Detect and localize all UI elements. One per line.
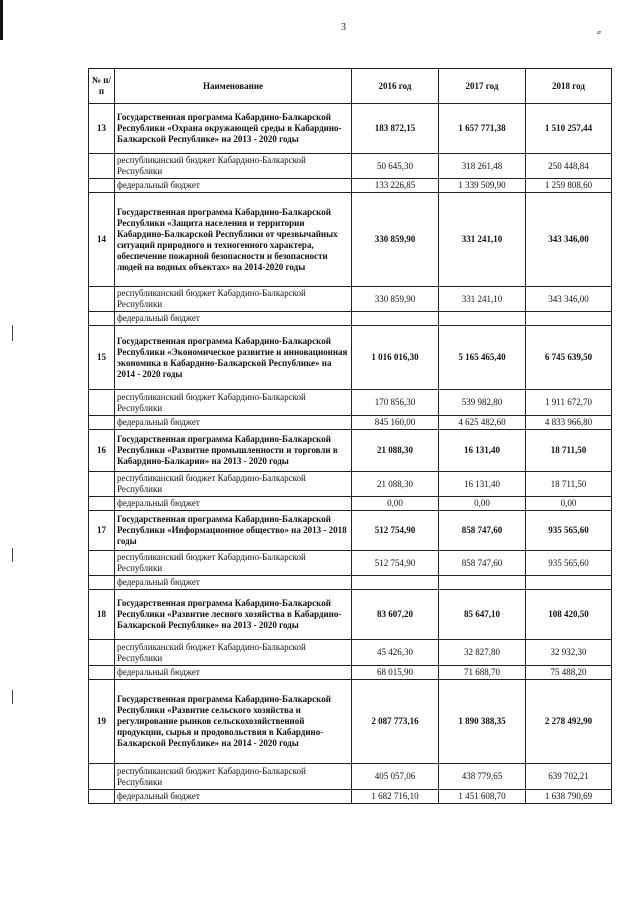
value-2018: 1 911 672,70	[526, 390, 612, 416]
value-2016: 330 859,90	[352, 193, 439, 287]
scan-tick	[12, 690, 13, 704]
row-number	[89, 666, 115, 680]
funding-source: республиканский бюджет Кабардино-Балкарской Республики	[115, 154, 352, 179]
funding-source: республиканский бюджет Кабардино-Балкарской Республики	[115, 472, 352, 497]
value-2017: 0,00	[439, 497, 526, 511]
value-2018: 108 420,50	[526, 590, 612, 640]
funding-source: республиканский бюджет Кабардино-Балкарской Республики	[115, 764, 352, 790]
scan-tick	[12, 548, 13, 562]
value-2016: 330 859,90	[352, 287, 439, 312]
funding-source: республиканский бюджет Кабардино-Балкарской Республики	[115, 287, 352, 312]
value-2017: 331 241,10	[439, 193, 526, 287]
value-2017	[439, 576, 526, 590]
header-2016: 2016 год	[352, 69, 439, 104]
value-2018: 18 711,50	[526, 430, 612, 472]
row-number: 19	[89, 680, 115, 764]
value-2016: 21 088,30	[352, 472, 439, 497]
row-number	[89, 416, 115, 430]
value-2018: 343 346,00	[526, 193, 612, 287]
value-2018	[526, 576, 612, 590]
program-name: Государственная программа Кабардино-Балкарской Республики «Развитие сельского хозяйства и регулирование рынков сельскохозяйственной продукции, сырья и продовольствия в Кабардино-Балкарской Республике» на 2014 - 2020 годы	[115, 680, 352, 764]
funding-row	[89, 790, 612, 804]
value-2017: 71 688,70	[439, 666, 526, 680]
value-2017: 438 779,65	[439, 764, 526, 790]
value-2018: 75 488,20	[526, 666, 612, 680]
value-2018: 32 932,30	[526, 640, 612, 666]
value-2016: 68 015,90	[352, 666, 439, 680]
value-2017: 331 241,10	[439, 287, 526, 312]
page-number: 3	[341, 22, 346, 33]
row-number: 15	[89, 326, 115, 390]
program-name: Государственная программа Кабардино-Балкарской Республики «Защита населения и территории Кабардино-Балкарской Республики от чрезвычайных ситуаций природного и техногенного характера, обеспечение пожарной безопасности и безопасности людей на водных объектах» на 2014-2020 годы	[115, 193, 352, 287]
row-number	[89, 312, 115, 326]
value-2016: 83 607,20	[352, 590, 439, 640]
row-number	[89, 179, 115, 193]
value-2016: 50 645,30	[352, 154, 439, 179]
program-row	[89, 326, 612, 390]
value-2016: 1 016 016,30	[352, 326, 439, 390]
value-2016: 405 057,06	[352, 764, 439, 790]
program-name: Государственная программа Кабардино-Балкарской Республики «Развитие промышленности и торговли в Кабардино-Балкарии» на 2013 - 2020 годы	[115, 430, 352, 472]
funding-source: федеральный бюджет	[115, 312, 352, 326]
funding-source: федеральный бюджет	[115, 576, 352, 590]
funding-row	[89, 640, 612, 666]
funding-source: федеральный бюджет	[115, 790, 352, 804]
value-2016: 183 872,15	[352, 104, 439, 154]
value-2018: 4 833 966,80	[526, 416, 612, 430]
funding-row	[89, 764, 612, 790]
program-name: Государственная программа Кабардино-Балкарской Республики «Информационное общество» на 2013 - 2018 годы	[115, 511, 352, 551]
program-row	[89, 590, 612, 640]
header-2017: 2017 год	[439, 69, 526, 104]
program-row	[89, 680, 612, 764]
value-2016: 2 087 773,16	[352, 680, 439, 764]
row-number: 13	[89, 104, 115, 154]
value-2018: 1 638 790,69	[526, 790, 612, 804]
value-2017: 4 625 482,60	[439, 416, 526, 430]
value-2018: 250 448,84	[526, 154, 612, 179]
budget-table	[88, 68, 612, 804]
value-2017: 5 165 465,40	[439, 326, 526, 390]
value-2016	[352, 312, 439, 326]
value-2018: 343 346,00	[526, 287, 612, 312]
value-2017: 1 657 771,38	[439, 104, 526, 154]
row-number	[89, 551, 115, 576]
header-num: № п/п	[89, 69, 115, 104]
value-2018: 2 278 492,90	[526, 680, 612, 764]
value-2018: 1 259 808,60	[526, 179, 612, 193]
value-2016: 170 856,30	[352, 390, 439, 416]
value-2018: 639 702,21	[526, 764, 612, 790]
value-2017: 858 747,60	[439, 511, 526, 551]
row-number: 16	[89, 430, 115, 472]
value-2016: 45 426,30	[352, 640, 439, 666]
header-2018: 2018 год	[526, 69, 612, 104]
row-number: 14	[89, 193, 115, 287]
funding-row	[89, 154, 612, 179]
funding-source: федеральный бюджет	[115, 416, 352, 430]
value-2016: 1 682 716,10	[352, 790, 439, 804]
program-name: Государственная программа Кабардино-Балкарской Республики «Развитие лесного хозяйства в Кабардино-Балкарской Республике» на 2013 - 2020 годы	[115, 590, 352, 640]
value-2016: 21 088,30	[352, 430, 439, 472]
value-2018: 935 565,60	[526, 511, 612, 551]
value-2018	[526, 312, 612, 326]
funding-source: республиканский бюджет Кабардино-Балкарской Республики	[115, 390, 352, 416]
funding-row	[89, 472, 612, 497]
row-number	[89, 497, 115, 511]
value-2018: 1 510 257,44	[526, 104, 612, 154]
value-2017: 1 451 608,70	[439, 790, 526, 804]
row-number	[89, 764, 115, 790]
value-2016: 0,00	[352, 497, 439, 511]
value-2017: 1 890 388,35	[439, 680, 526, 764]
value-2017: 85 647,10	[439, 590, 526, 640]
value-2016: 845 160,00	[352, 416, 439, 430]
funding-source: республиканский бюджет Кабардино-Балкарской Республики	[115, 640, 352, 666]
value-2017: 32 827,80	[439, 640, 526, 666]
value-2017: 1 339 509,90	[439, 179, 526, 193]
funding-source: федеральный бюджет	[115, 497, 352, 511]
funding-source: федеральный бюджет	[115, 179, 352, 193]
program-name: Государственная программа Кабардино-Балкарской Республики «Экономическое развитие и инновационная экономика в Кабардино-Балкарской Республике» на 2014 - 2020 годы	[115, 326, 352, 390]
row-number: 18	[89, 590, 115, 640]
program-row	[89, 511, 612, 551]
row-number	[89, 576, 115, 590]
value-2016: 512 754,90	[352, 551, 439, 576]
funding-row	[89, 179, 612, 193]
scan-tick	[12, 325, 13, 341]
program-name: Государственная программа Кабардино-Балкарской Республики «Охрана окружающей среды в Кабардино-Балкарской Республике» на 2013 - 2020 годы	[115, 104, 352, 154]
funding-row	[89, 312, 612, 326]
funding-row	[89, 576, 612, 590]
funding-row	[89, 551, 612, 576]
scan-edge-left	[0, 0, 3, 40]
funding-source: республиканский бюджет Кабардино-Балкарской Республики	[115, 551, 352, 576]
header-name: Наименование	[115, 69, 352, 104]
funding-row	[89, 287, 612, 312]
value-2016: 512 754,90	[352, 511, 439, 551]
program-row	[89, 193, 612, 287]
table-header-row	[89, 69, 612, 104]
program-row	[89, 104, 612, 154]
value-2017	[439, 312, 526, 326]
value-2016: 133 226,85	[352, 179, 439, 193]
value-2017: 858 747,60	[439, 551, 526, 576]
row-number	[89, 390, 115, 416]
value-2017: 16 131,40	[439, 430, 526, 472]
value-2018: 18 711,50	[526, 472, 612, 497]
value-2018: 935 565,60	[526, 551, 612, 576]
row-number	[89, 790, 115, 804]
table-body	[89, 104, 612, 804]
funding-source: федеральный бюджет	[115, 666, 352, 680]
funding-row	[89, 497, 612, 511]
row-number	[89, 154, 115, 179]
funding-row	[89, 416, 612, 430]
row-number	[89, 640, 115, 666]
value-2018: 0,00	[526, 497, 612, 511]
row-number: 17	[89, 511, 115, 551]
row-number	[89, 287, 115, 312]
value-2017: 318 261,48	[439, 154, 526, 179]
program-row	[89, 430, 612, 472]
value-2018: 6 745 639,50	[526, 326, 612, 390]
value-2017: 16 131,40	[439, 472, 526, 497]
funding-row	[89, 666, 612, 680]
value-2017: 539 982,80	[439, 390, 526, 416]
value-2016	[352, 576, 439, 590]
row-number	[89, 472, 115, 497]
funding-row	[89, 390, 612, 416]
